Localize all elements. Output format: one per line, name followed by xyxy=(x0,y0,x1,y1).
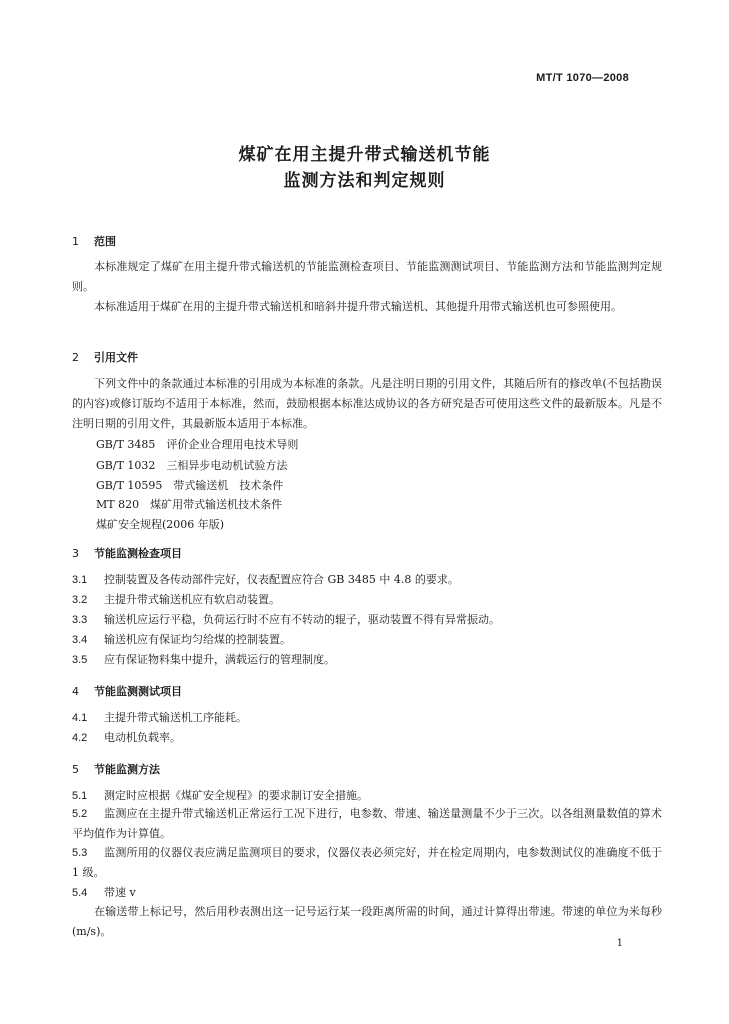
para-text: 本标准规定了煤矿在用主提升带式输送机的节能监测检查项目、节能监测测试项目、节能监测方法和节能监测判定规则。 xyxy=(72,260,662,293)
clause-item xyxy=(72,651,335,667)
clause-item xyxy=(72,631,291,647)
clause-text: 主提升带式输送机应有软启动装置。 xyxy=(104,593,280,606)
clause-item xyxy=(72,843,662,883)
para-text: 在输送带上标记号，然后用秒表测出这一记号运行某一段距离所需的时间，通过计算得出带速。带速的单位为米每秒(m/s)。 xyxy=(72,905,662,938)
section-2-heading xyxy=(72,349,138,365)
clause-item xyxy=(72,591,280,607)
clause-text: 监测应在主提升带式输送机正常运行工况下进行，电参数、带速、输送量测量不少于三次。以各组测量数值的算术平均值作为计算值。 xyxy=(72,807,662,840)
clause-item xyxy=(72,884,136,900)
section-number: 3 xyxy=(72,547,79,560)
section-1-para-2 xyxy=(72,297,662,317)
clause-number: 5.2 xyxy=(72,808,88,820)
clause-item xyxy=(72,787,368,803)
clause-number: 5.4 xyxy=(72,887,88,899)
standard-code: MT/T 1070—2008 xyxy=(536,72,629,84)
section-1-para-1 xyxy=(72,257,662,297)
clause-text: 带速 v xyxy=(104,886,136,899)
section-4-heading xyxy=(72,683,182,699)
clause-number: 4.2 xyxy=(72,732,88,744)
section-number: 1 xyxy=(72,235,79,248)
clause-text: 电动机负载率。 xyxy=(104,731,181,744)
clause-number: 5.3 xyxy=(72,847,88,859)
clause-text: 监测所用的仪器仪表应满足监测项目的要求，仪器仪表必须完好，并在检定周期内，电参数测试仪的准确度不低于 1 级。 xyxy=(72,846,662,879)
clause-number: 3.5 xyxy=(72,654,88,666)
section-number: 5 xyxy=(72,763,79,776)
section-title: 节能监测方法 xyxy=(94,763,160,776)
section-5-heading xyxy=(72,761,160,777)
clause-item xyxy=(72,729,181,745)
clause-number: 3.1 xyxy=(72,574,88,586)
clause-text: 输送机应有保证均匀给煤的控制装置。 xyxy=(104,633,291,646)
doc-title-line2: 监测方法和判定规则 xyxy=(283,171,446,191)
clause-text: 测定时应根据《煤矿安全规程》的要求制订安全措施。 xyxy=(104,789,368,802)
section-5-para xyxy=(72,902,662,942)
reference-item: 煤矿安全规程(2006 年版) xyxy=(96,518,225,531)
clause-item xyxy=(72,804,662,844)
section-2-para xyxy=(72,374,662,434)
clause-number: 4.1 xyxy=(72,712,88,724)
clause-number: 3.3 xyxy=(72,614,88,626)
section-title: 引用文件 xyxy=(94,351,138,364)
clause-text: 控制装置及各传动部件完好，仪表配置应符合 GB 3485 中 4.8 的要求。 xyxy=(104,573,459,586)
page-number: 1 xyxy=(616,938,623,949)
section-title: 节能监测测试项目 xyxy=(94,685,182,698)
section-1-heading xyxy=(72,233,116,249)
section-number: 4 xyxy=(72,685,79,698)
reference-item: GB/T 3485 评价企业合理用电技术导则 xyxy=(96,438,299,451)
section-title: 节能监测检查项目 xyxy=(94,547,182,560)
reference-item: GB/T 1032 三相异步电动机试验方法 xyxy=(96,459,288,472)
doc-title-line1: 煤矿在用主提升带式输送机节能 xyxy=(238,145,491,165)
reference-item: MT 820 煤矿用带式输送机技术条件 xyxy=(96,498,283,511)
clause-item xyxy=(72,571,459,587)
section-3-heading xyxy=(72,545,182,561)
clause-text: 输送机应运行平稳，负荷运行时不应有不转动的辊子，驱动装置不得有异常振动。 xyxy=(104,613,500,626)
section-number: 2 xyxy=(72,351,79,364)
clause-item xyxy=(72,709,247,725)
reference-item: GB/T 10595 带式输送机 技术条件 xyxy=(96,479,284,492)
clause-number: 3.4 xyxy=(72,634,88,646)
clause-text: 应有保证物料集中提升，满载运行的管理制度。 xyxy=(104,653,335,666)
clause-item xyxy=(72,611,500,627)
para-text: 本标准适用于煤矿在用的主提升带式输送机和暗斜井提升带式输送机、其他提升用带式输送机也可参照使用。 xyxy=(94,300,622,313)
section-title: 范围 xyxy=(94,235,116,248)
clause-number: 3.2 xyxy=(72,594,88,606)
para-text: 下列文件中的条款通过本标准的引用成为本标准的条款。凡是注明日期的引用文件，其随后所有的修改单(不包括勘误的内容)或修订版均不适用于本标准，然而，鼓励根据本标准达成协议的各方研究是否可使用这些文件的最新版本。凡是不注明日期的引用文件，其最新版本适用于本标准。 xyxy=(72,377,662,430)
clause-number: 5.1 xyxy=(72,790,88,802)
clause-text: 主提升带式输送机工序能耗。 xyxy=(104,711,247,724)
